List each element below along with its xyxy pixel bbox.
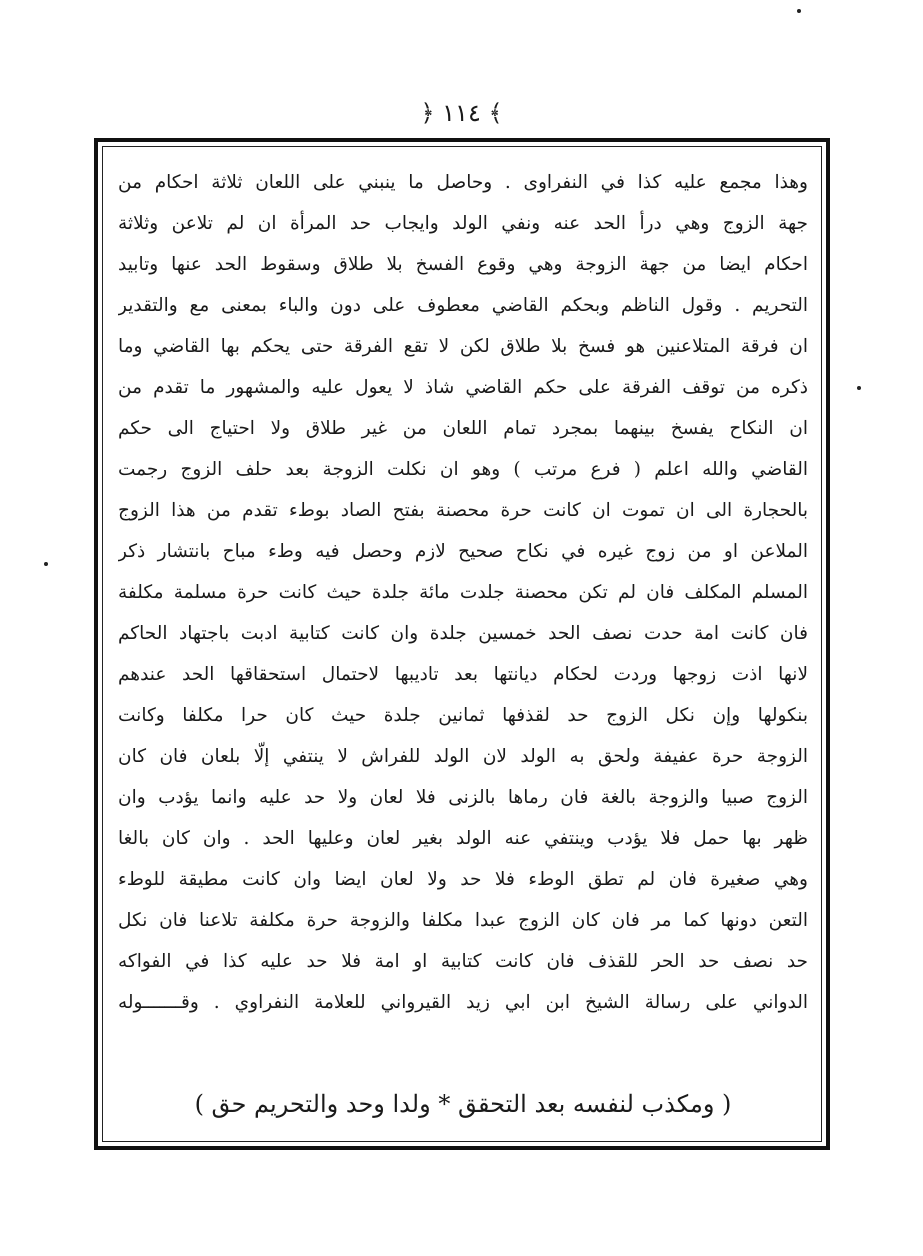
text-line: الدواني على رسالة الشيخ ابن ابي زيد القيرواني للعلامة النفراوي . وقـــــــوله xyxy=(118,992,808,1013)
text-line: وهي صغيرة فان لم تطق الوطء فلا حد ولا لعان ايضا وان كانت مطيقة للوطء xyxy=(118,869,808,890)
text-line: ان النكاح يفسخ بينهما بمجرد تمام اللعان من غير طلاق ولا احتياج الى حكم xyxy=(118,418,808,439)
text-line: حد نصف حد الحر للقذف فان كانت كتابية او امة فلا حد عليه كذا في الفواكه xyxy=(118,951,808,972)
text-line: ظهر بها حمل فلا يؤدب وينتفي عنه الولد بغير لعان وعليها الحد . وان كان بالغا xyxy=(118,828,808,849)
text-line: وهذا مجمع عليه كذا في النفراوى . وحاصل ما ينبني على اللعان ثلاثة احكام من xyxy=(118,172,808,193)
text-line: ان فرقة المتلاعنين هو فسخ بلا طلاق لكن لا تقع الفرقة حتى يحكم بها القاضي وما xyxy=(118,336,808,357)
scan-speck xyxy=(44,562,48,566)
main-text xyxy=(118,162,808,1023)
text-line: التحريم . وقول الناظم وبحكم القاضي معطوف على دون والباء بمعنى مع والتقدير xyxy=(118,295,808,316)
text-line: التعن دونها كما مر فان كان الزوج عبدا مكلفا والزوجة حرة مكلفة تلاعنا فان نكل xyxy=(118,910,808,931)
text-line: الزوجة حرة عفيفة ولحق به الولد لان الولد للفراش لا ينتفي إلّا بلعان فان كان xyxy=(118,746,808,767)
text-line: جهة الزوج وهي درأ الحد عنه ونفي الولد وايجاب حد المرأة ان لم تلاعن وثلاثة xyxy=(118,213,808,234)
text-line: القاضي والله اعلم ( فرع مرتب ) وهو ان نكلت الزوجة بعد حلف الزوج رجمت xyxy=(118,459,808,480)
text-line: ذكره من توقف الفرقة على حكم القاضي شاذ لا يعول عليه والمشهور ما تقدم من xyxy=(118,377,808,398)
text-line: الزوج صبيا والزوجة بالغة فان رماها بالزنى فلا لعان ولا حد عليه وانما يؤدب وان xyxy=(118,787,808,808)
text-line: الملاعن او من زوج غيره في نكاح صحيح لازم وحصل فيه وطء مباح بانتشار ذكر xyxy=(118,541,808,562)
verse-line: ( ومكذب لنفسه بعد التحقق * ولدا وحد والتحريم حق ) xyxy=(194,1090,732,1118)
scan-speck xyxy=(857,386,861,390)
text-line: احكام ايضا من جهة الزوجة وهي وقوع الفسخ بلا طلاق وسقوط الحد عنها وتابيد xyxy=(118,254,808,275)
text-line: بالحجارة الى ان تموت ان كانت حرة محصنة بفتح الصاد بوطء تقدم من هذا الزوج xyxy=(118,500,808,521)
page-number: ﴿ ١١٤ ﴾ xyxy=(420,99,503,127)
text-line: لانها اذت زوجها وردت لحكام ديانتها بعد تاديبها لاحتمال استحقاقها الحد عندهم xyxy=(118,664,808,685)
scan-speck xyxy=(797,9,801,13)
text-line: بنكولها وإن نكل الزوج حد لقذفها ثمانين جلدة حيث كان حرا مكلفا وكانت xyxy=(118,705,808,726)
text-line: المسلم المكلف فان لم تكن محصنة جلدت مائة جلدة حيث كانت حرة مسلمة مكلفة xyxy=(118,582,808,603)
text-line: فان كانت امة حدت نصف الحد خمسين جلدة وان كانت كتابية ادبت باجتهاد الحاكم xyxy=(118,623,808,644)
